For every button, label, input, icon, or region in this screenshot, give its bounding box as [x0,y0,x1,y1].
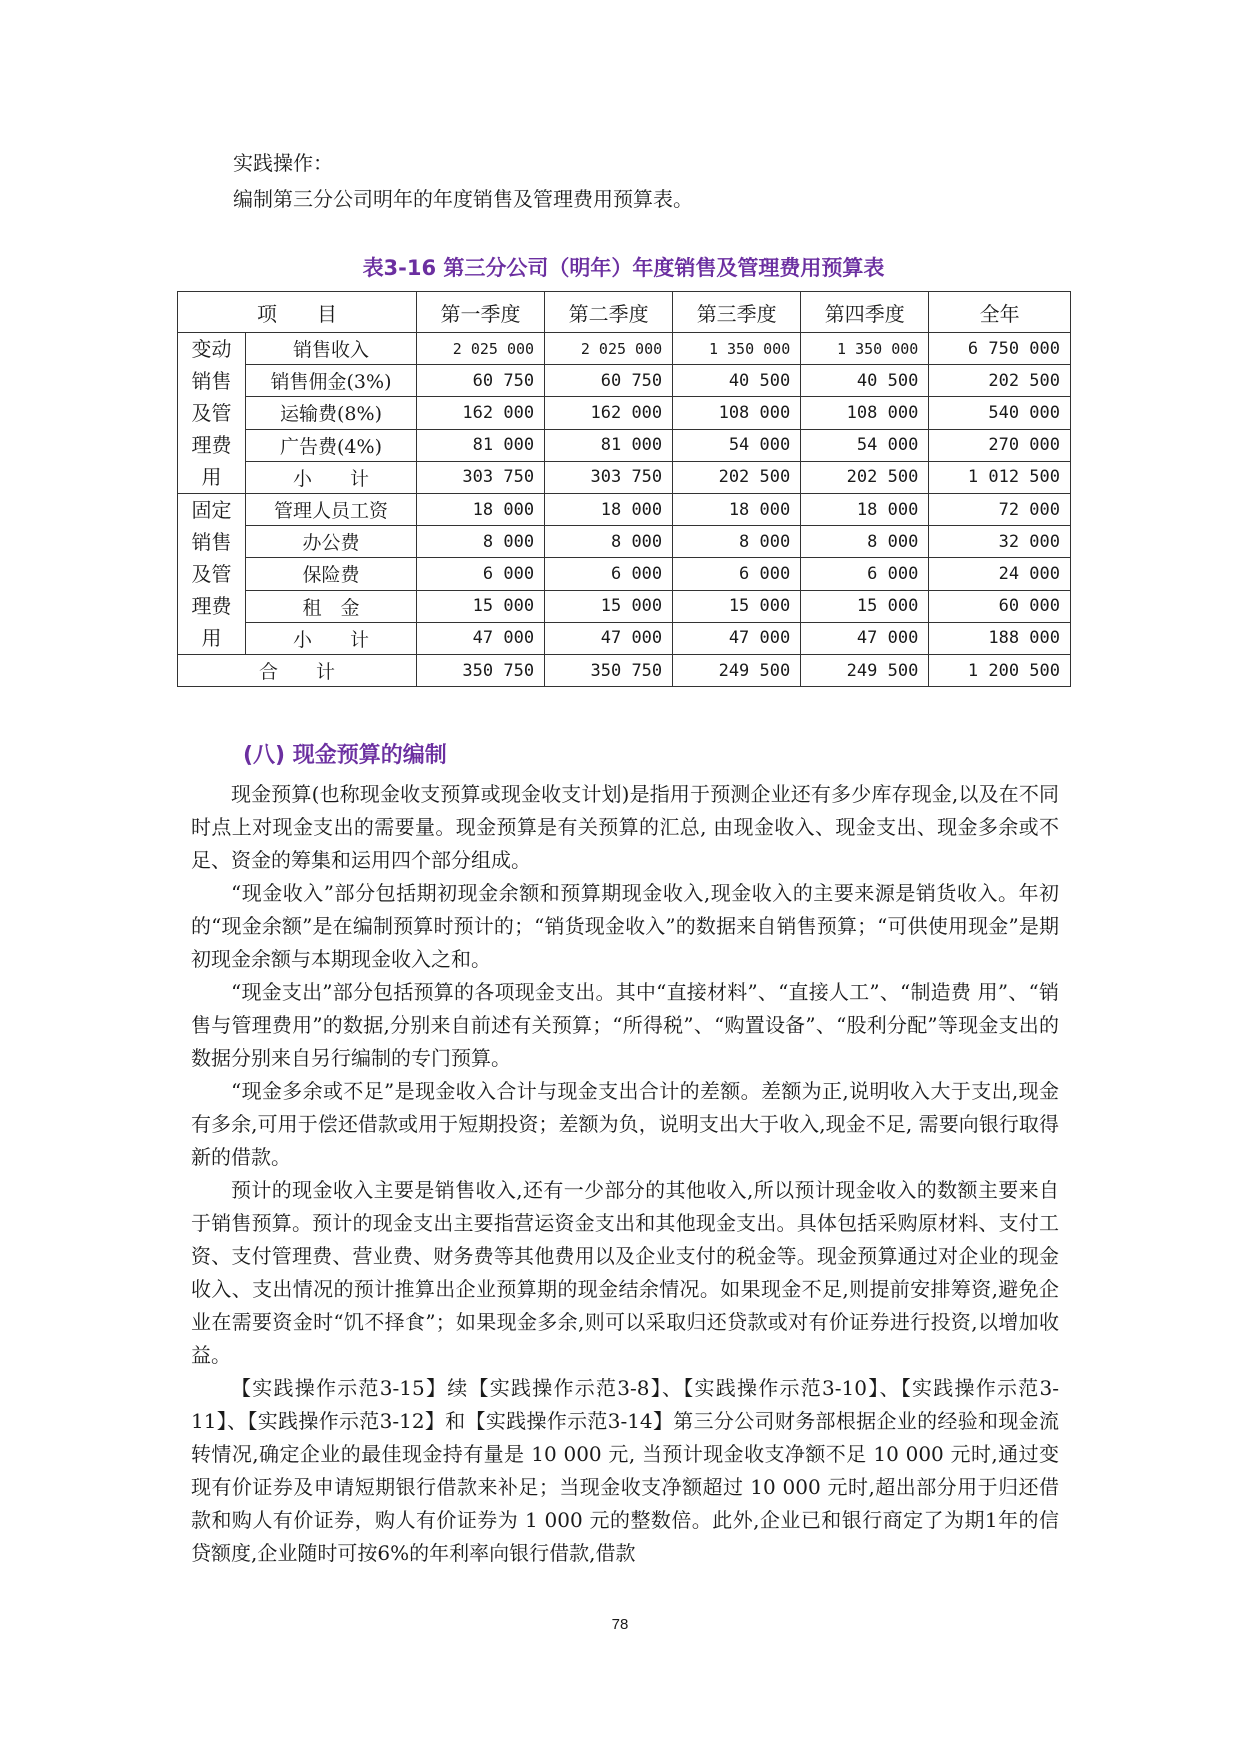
body-text [191,778,1059,1570]
cell-q1: 47 000 [417,622,545,654]
cell-q1: 8 000 [417,526,545,558]
header-q1: 第一季度 [417,292,545,333]
cell-q4: 18 000 [801,494,929,526]
table-row [178,590,1071,622]
cell-q3: 249 500 [673,655,801,687]
paragraph: “现金支出”部分包括预算的各项现金支出。其中“直接材料”、“直接人工”、“制造费 用”、“销售与管理费用”的数据,分别来自前述有关预算；“所得税”、“购置设备”、“股利分配”等现金支出的数据分别来自另行编制的专门预算。 [191,980,1059,1070]
header-q4: 第四季度 [801,292,929,333]
cell-q3: 54 000 [673,429,801,461]
cell-q2: 47 000 [545,622,673,654]
header-total: 全年 [929,292,1071,333]
row-item: 运输费(8%) [246,397,417,429]
table-row [178,365,1071,397]
cell-total: 32 000 [929,526,1071,558]
row-item: 广告费(4%) [246,429,417,461]
table-row [178,333,1071,365]
cell-q1: 81 000 [417,429,545,461]
row-item: 办公费 [246,526,417,558]
intro-block [233,145,693,217]
cell-q2: 303 750 [545,461,673,493]
cell-total: 188 000 [929,622,1071,654]
paragraph: 现金预算(也称现金收支预算或现金收支计划)是指用于预测企业还有多少库存现金,以及在不同时点上对现金支出的需要量。现金预算是有关预算的汇总, 由现金收入、现金支出、现金多余或不足、资金的筹集和运用四个部分组成。 [191,782,1059,872]
row-item: 管理人员工资 [246,494,417,526]
intro-line-2: 编制第三分公司明年的年度销售及管理费用预算表。 [233,187,693,211]
cell-total: 1 012 500 [929,461,1071,493]
cell-total: 540 000 [929,397,1071,429]
cell-q2: 2 025 000 [545,333,673,365]
group-fixed-label: 固定销售及管理费用 [178,494,246,655]
cell-q1: 15 000 [417,590,545,622]
cell-q2: 15 000 [545,590,673,622]
paragraph: “现金多余或不足”是现金收入合计与现金支出合计的差额。差额为正,说明收入大于支出,现金有多余,可用于偿还借款或用于短期投资；差额为负，说明支出大于收入,现金不足, 需要向银行取得新的借款。 [191,1079,1059,1169]
page-number: 78 [611,1616,629,1633]
cell-q3: 6 000 [673,558,801,590]
table-row [178,526,1071,558]
cell-q3: 1 350 000 [673,333,801,365]
section-title: (八) 现金预算的编制 [243,743,447,768]
paragraph: 预计的现金收入主要是销售收入,还有一少部分的其他收入,所以预计现金收入的数额主要来自于销售预算。预计的现金支出主要指营运资金支出和其他现金支出。具体包括采购原材料、支付工资、支付管理费、营业费、财务费等其他费用以及企业支付的税金等。现金预算通过对企业的现金收入、支出情况的预计推算出企业预算期的现金结余情况。如果现金不足,则提前安排筹资,避免企业在需要资金时“饥不择食”；如果现金多余,则可以采取归还贷款或对有价证券进行投资,以增加收益。 [191,1178,1059,1367]
cell-q2: 18 000 [545,494,673,526]
cell-total: 6 750 000 [929,333,1071,365]
cell-q4: 202 500 [801,461,929,493]
row-item: 保险费 [246,558,417,590]
cell-q4: 54 000 [801,429,929,461]
cell-q3: 47 000 [673,622,801,654]
cell-q1: 60 750 [417,365,545,397]
cell-q2: 162 000 [545,397,673,429]
cell-q3: 108 000 [673,397,801,429]
header-q2: 第二季度 [545,292,673,333]
cell-q2: 6 000 [545,558,673,590]
paragraph: 【实践操作示范3-15】续【实践操作示范3-8】、【实践操作示范3-10】、【实践操作示范3-11】、【实践操作示范3-12】和【实践操作示范3-14】第三分公司财务部根据企业的经验和现金流转情况,确定企业的最佳现金持有量是 10 000 元, 当预计现金收支净额不足 10 000 元时,通过变现有价证券及申请短期银行借款来补足；当现金收支净额超过 10 000 元时,超出部分用于归还借款和购人有价证券，购人有价证券为 1 000 元的整数倍。此外,企业已和银行商定了为期1年的信贷额度,企业随时可按6%的年利率向银行借款,借款 [191,1376,1059,1565]
cell-q4: 40 500 [801,365,929,397]
cell-q3: 8 000 [673,526,801,558]
table-total-row [178,655,1071,687]
cell-q3: 18 000 [673,494,801,526]
paragraph: “现金收入”部分包括期初现金余额和预算期现金收入,现金收入的主要来源是销货收入。年初的“现金余额”是在编制预算时预计的；“销货现金收入”的数据来自销售预算；“可供使用现金”是期初现金余额与本期现金收入之和。 [191,881,1059,971]
cell-total: 72 000 [929,494,1071,526]
header-q3: 第三季度 [673,292,801,333]
group-variable-label: 变动销售及管理费用 [178,333,246,494]
row-item: 租 金 [246,590,417,622]
table-header-row [178,292,1071,333]
row-item: 销售收入 [246,333,417,365]
total-row-label: 合 计 [178,655,417,687]
table-row [178,429,1071,461]
cell-q1: 6 000 [417,558,545,590]
intro-line-1: 实践操作： [233,151,333,175]
cell-q1: 2 025 000 [417,333,545,365]
cell-total: 1 200 500 [929,655,1071,687]
cell-q2: 81 000 [545,429,673,461]
cell-q3: 15 000 [673,590,801,622]
table-row [178,558,1071,590]
budget-table [177,291,1071,687]
row-item: 销售佣金(3%) [246,365,417,397]
cell-q4: 47 000 [801,622,929,654]
cell-q4: 1 350 000 [801,333,929,365]
cell-q2: 350 750 [545,655,673,687]
cell-q3: 202 500 [673,461,801,493]
table-row [178,461,1071,493]
cell-q1: 350 750 [417,655,545,687]
cell-q3: 40 500 [673,365,801,397]
cell-total: 24 000 [929,558,1071,590]
header-item: 项 目 [178,292,417,333]
cell-q1: 162 000 [417,397,545,429]
row-item: 小 计 [246,622,417,654]
cell-q4: 15 000 [801,590,929,622]
cell-total: 270 000 [929,429,1071,461]
cell-q2: 60 750 [545,365,673,397]
table-row [178,397,1071,429]
cell-q1: 18 000 [417,494,545,526]
row-item: 小 计 [246,461,417,493]
cell-q4: 249 500 [801,655,929,687]
table-title: 表3-16 第三分公司（明年）年度销售及管理费用预算表 [362,256,885,280]
cell-q4: 8 000 [801,526,929,558]
cell-q4: 6 000 [801,558,929,590]
cell-total: 202 500 [929,365,1071,397]
cell-q2: 8 000 [545,526,673,558]
table-row [178,622,1071,654]
cell-total: 60 000 [929,590,1071,622]
table-row [178,494,1071,526]
cell-q1: 303 750 [417,461,545,493]
cell-q4: 108 000 [801,397,929,429]
